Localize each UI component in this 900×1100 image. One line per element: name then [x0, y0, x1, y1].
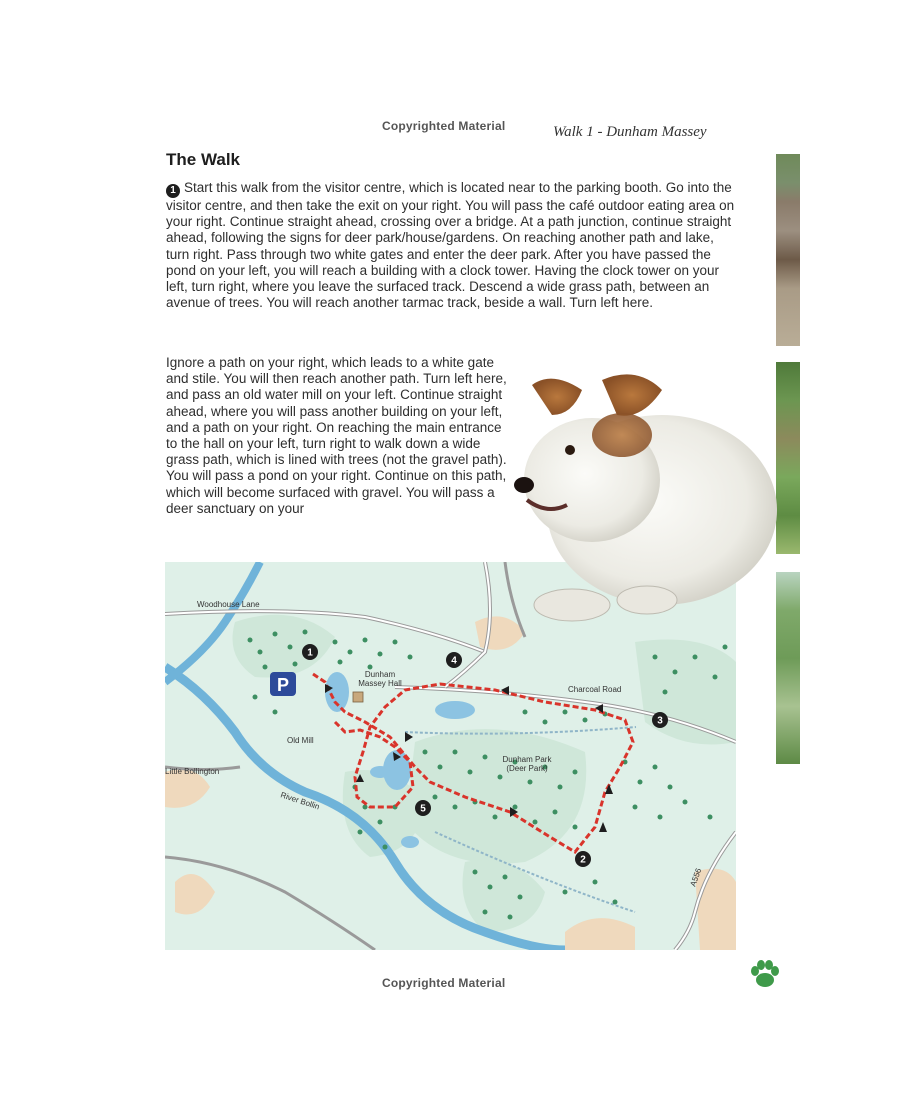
- photo-strip-building: [776, 154, 800, 346]
- lake: [370, 766, 390, 778]
- waypoint-1: [302, 644, 318, 660]
- label-river-bollin: River Bollin: [279, 790, 321, 812]
- field-patch: [695, 869, 736, 950]
- step-number-badge: 1: [166, 184, 180, 198]
- svg-text:3: 3: [657, 715, 663, 727]
- svg-text:4: 4: [451, 655, 457, 667]
- label-woodhouse-lane: Woodhouse Lane: [197, 600, 260, 609]
- label-charcoal-road: Charcoal Road: [568, 685, 622, 694]
- paragraph-1-text: Start this walk from the visitor centre, which is located near to the parking booth. Go into the visitor centre, and then take the exit on your right. You will pass the café outdoor eating area on your right. Continue straight ahead, crossing over a bridge. At a path junction, continue straight ahead, following the signs for deer park/house/gardens. On reaching another path and lake, turn right. Pass through two white gates and enter the deer park. After you have passed the pond on your left, you will reach a building with a clock tower. Having the clock tower on your left, turn right, where you leave the surfaced track. Descend a wide grass path, between an avenue of trees. You will reach another tarmac track, beside a wall. Turn left here.: [166, 180, 735, 311]
- waypoint-5: [415, 800, 431, 816]
- waypoint-3: [652, 712, 668, 728]
- dog-photo: [512, 360, 782, 630]
- running-title: Walk 1 - Dunham Massey: [553, 124, 707, 140]
- parking-icon: [270, 672, 296, 696]
- svg-text:5: 5: [420, 803, 426, 815]
- label-road-code: A556: [688, 867, 704, 888]
- svg-text:P: P: [276, 675, 290, 695]
- hall-building: [353, 692, 363, 702]
- waypoint-4: [446, 652, 462, 668]
- lake: [435, 701, 475, 719]
- label-little-bollington: Little Bollington: [165, 767, 220, 776]
- walk-paragraph-1: [166, 180, 738, 311]
- label-dunham-park-2: (Deer Park): [506, 764, 548, 773]
- lake: [401, 836, 419, 848]
- paw-print-icon: [748, 960, 782, 990]
- dog-illustration: [512, 360, 782, 630]
- label-old-mill: Old Mill: [287, 736, 314, 745]
- svg-text:1: 1: [307, 647, 313, 659]
- label-dunham-massey-hall-1: Dunham: [364, 670, 396, 679]
- footer-copyright: Copyrighted Material: [382, 976, 506, 990]
- header-copyright: Copyrighted Material: [382, 119, 506, 133]
- label-dunham-massey-hall-2: Massey Hall: [358, 679, 402, 688]
- label-dunham-park-1: Dunham Park: [502, 755, 552, 764]
- svg-text:2: 2: [580, 854, 586, 866]
- section-title: The Walk: [166, 150, 240, 169]
- waypoint-2: [575, 851, 591, 867]
- walk-paragraph-2: Ignore a path on your right, which leads to a white gate and stile. You will then reach another path. Turn left here, and pass an old water mill on your left. Continue straight ahead, where you will pass another building on your left, and a path on your right. On reaching the main entrance to the hall on your left, turn right to walk down a wide grass path, which is lined with trees (not the gravel path). You will pass a pond on your right. Continue on this path, which will become surfaced with gravel. You will pass a deer sanctuary on your: [166, 355, 507, 516]
